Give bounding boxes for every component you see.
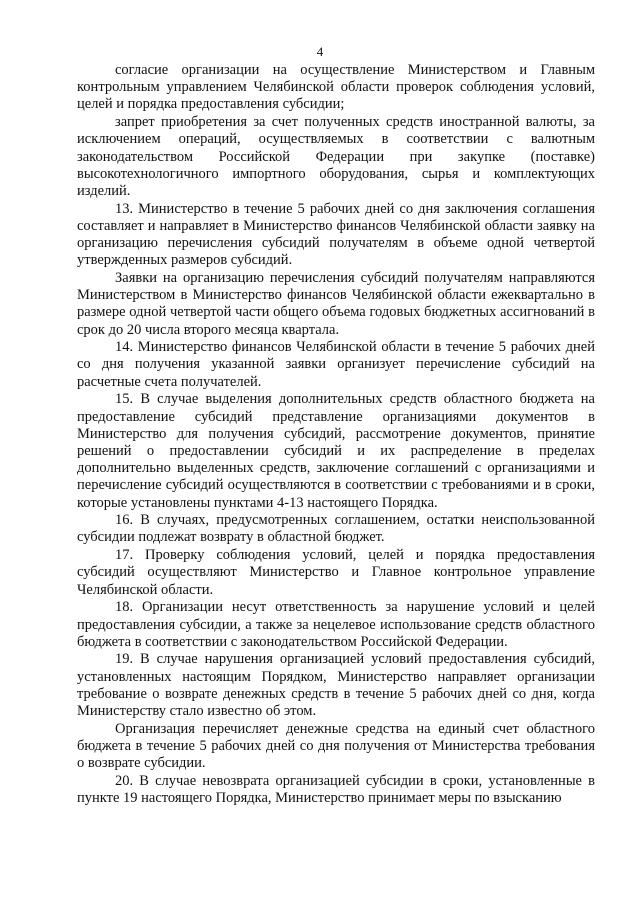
paragraph-20: 20. В случае невозврата организацией субсидии в сроки, установленные в пункте 19 настоящего Порядка, Министерство принимает меры по взысканию	[77, 772, 595, 807]
paragraph-19: 19. В случае нарушения организацией условий предоставления субсидий, установленных настоящим Порядком, Министерство направляет организации требование о возврате денежных средств в течение 5 рабочих дней со дня, когда Министерству стало известно об этом.	[77, 651, 595, 720]
document-body	[77, 62, 595, 808]
paragraph-currency-ban: запрет приобретения за счет полученных средств иностранной валюты, за исключением операций, осуществляемых в соответствии с валютным законодательством Российской Федерации при закупке (поставке) высокотехнологичного импортного оборудования, сырья и комплектующих изделий.	[77, 114, 595, 199]
paragraph-18: 18. Организации несут ответственность за нарушение условий и целей предоставления субсидии, а также за нецелевое использование средств областного бюджета в соответствии с законодательством Российской Федерации.	[77, 599, 595, 650]
paragraph-16: 16. В случаях, предусмотренных соглашением, остатки неиспользованной субсидии подлежат возврату в областной бюджет.	[77, 512, 595, 546]
paragraph-13-requests: Заявки на организацию перечисления субсидий получателям направляются Министерством в Министерство финансов Челябинской области ежеквартально в размере одной четвертой части общего объема годовых бюджетных ассигнований в срок до 20 числа второго месяца квартала.	[77, 269, 595, 338]
page-number: 4	[316, 44, 324, 59]
paragraph-consent-inspections: согласие организации на осуществление Министерством и Главным контрольным управлением Челябинской области проверок соблюдения условий, целей и порядка предоставления субсидии;	[77, 62, 595, 113]
paragraph-15: 15. В случае выделения дополнительных средств областного бюджета на предоставление субсидий представление организациями документов в Министерство для получения субсидий, рассмотрение документов, принятие решений о предоставлении субсидий и их распределение в пределах дополнительно выделенных средств, заключение соглашений с организациями и перечисление субсидий осуществляются в соответствии с требованиями и в сроки, которые установлены пунктами 4-13 настоящего Порядка.	[77, 391, 595, 511]
paragraph-14: 14. Министерство финансов Челябинской области в течение 5 рабочих дней со дня получения указанной заявки организует перечисление субсидий на расчетные счета получателей.	[77, 339, 595, 390]
paragraph-13: 13. Министерство в течение 5 рабочих дней со дня заключения соглашения составляет и направляет в Министерство финансов Челябинской области заявку на организацию перечисления субсидий получателям в объеме одной четвертой утвержденных размеров субсидий.	[77, 200, 595, 269]
paragraph-19-repayment: Организация перечисляет денежные средства на единый счет областного бюджета в течение 5 рабочих дней со дня получения от Министерства требования о возврате субсидии.	[77, 720, 595, 772]
paragraph-17: 17. Проверку соблюдения условий, целей и порядка предоставления субсидий осуществляют Министерство и Главное контрольное управление Челябинской области.	[77, 547, 595, 598]
